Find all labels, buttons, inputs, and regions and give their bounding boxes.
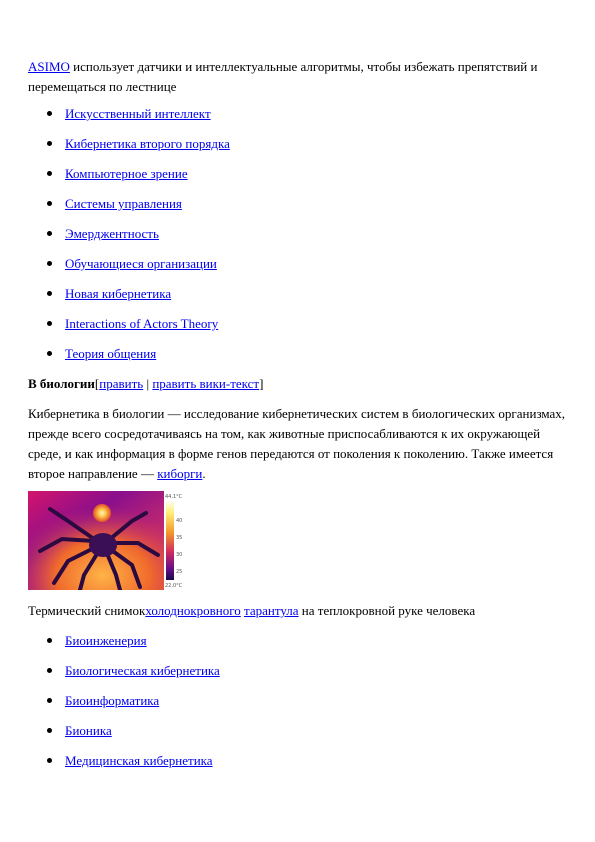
section-heading (28, 374, 263, 394)
list-item (28, 314, 230, 344)
scale-top-label: 44,1°C (165, 494, 183, 500)
list-link[interactable]: Биологическая кибернетика (65, 663, 220, 678)
list-link[interactable]: Медицинская кибернетика (65, 753, 213, 768)
list-item (28, 721, 220, 751)
related-topics-list (28, 104, 230, 374)
caption-suffix: на теплокровной руке человека (298, 603, 476, 618)
list-item (28, 104, 230, 134)
bullet-icon (47, 111, 52, 116)
biology-text-end: . (202, 466, 206, 481)
list-link[interactable]: Эмерджентность (65, 226, 159, 241)
list-item (28, 344, 230, 374)
intro-text: использует датчики и интеллектуальные алгоритмы, чтобы избежать препятствий и перемещаться по лестнице (28, 59, 538, 94)
list-link[interactable]: Новая кибернетика (65, 286, 172, 301)
bullet-icon (47, 698, 52, 703)
list-item (28, 284, 230, 314)
bullet-icon (47, 638, 52, 643)
list-item (28, 164, 230, 194)
intro-paragraph (28, 57, 568, 97)
thermal-image[interactable] (28, 491, 196, 590)
list-link[interactable]: Теория общения (65, 346, 157, 361)
cyborgs-link[interactable]: киборги (157, 466, 203, 481)
bullet-icon (47, 201, 52, 206)
bullet-icon (47, 141, 52, 146)
asimo-link[interactable]: ASIMO (28, 59, 70, 74)
list-link[interactable]: Interactions of Actors Theory (65, 316, 219, 331)
caption-prefix: Термический снимок (28, 603, 146, 618)
bullet-icon (47, 321, 52, 326)
list-item (28, 224, 230, 254)
bracket-close: ] (259, 376, 264, 391)
list-link[interactable]: Компьютерное зрение (65, 166, 188, 181)
list-item (28, 691, 220, 721)
list-link[interactable]: Системы управления (65, 196, 182, 211)
list-item (28, 194, 230, 224)
biology-text: Кибернетика в биологии — исследование кибернетических систем в биологических организмах, прежде всего сосредотачиваясь на том, как животные приспосабливаются к их окружающей среде, и как информация в форме генов передаются от поколения к поколению. Также имеется второе направление — (28, 406, 566, 481)
bullet-icon (47, 291, 52, 296)
bullet-icon (47, 351, 52, 356)
edit-source-link[interactable]: править вики-текст (152, 376, 260, 391)
cold-blooded-link[interactable]: холоднокровного (145, 603, 241, 618)
bullet-icon (47, 668, 52, 673)
edit-link[interactable]: править (99, 376, 144, 391)
bullet-icon (47, 728, 52, 733)
scale-tick-label: 40 (176, 518, 183, 524)
biology-paragraph (28, 404, 568, 484)
list-link[interactable]: Биоинженерия (65, 633, 147, 648)
bullet-icon (47, 758, 52, 763)
edit-separator: | (143, 376, 153, 391)
scale-tick-label: 30 (176, 552, 183, 558)
bullet-icon (47, 171, 52, 176)
list-link[interactable]: Искусственный интеллект (65, 106, 211, 121)
scale-bottom-label: 22,0°C (165, 583, 183, 589)
list-item (28, 751, 220, 781)
bracket-open: [ (94, 376, 100, 391)
tarantula-head (93, 504, 111, 522)
section-title: В биологии (28, 376, 95, 391)
scale-tick-label: 25 (176, 569, 183, 575)
list-link[interactable]: Бионика (65, 723, 112, 738)
list-item (28, 631, 220, 661)
figure-caption (28, 601, 475, 621)
bullet-icon (47, 261, 52, 266)
tarantula-link[interactable]: тарантула (244, 603, 299, 618)
list-link[interactable]: Кибернетика второго порядка (65, 136, 230, 151)
bullet-icon (47, 231, 52, 236)
scale-tick-label: 35 (176, 535, 183, 541)
list-item (28, 134, 230, 164)
biology-topics-list (28, 631, 220, 781)
list-item (28, 661, 220, 691)
tarantula-body (89, 533, 117, 557)
color-scale-bar (166, 500, 174, 580)
list-link[interactable]: Обучающиеся организации (65, 256, 217, 271)
list-item (28, 254, 230, 284)
list-link[interactable]: Биоинформатика (65, 693, 160, 708)
